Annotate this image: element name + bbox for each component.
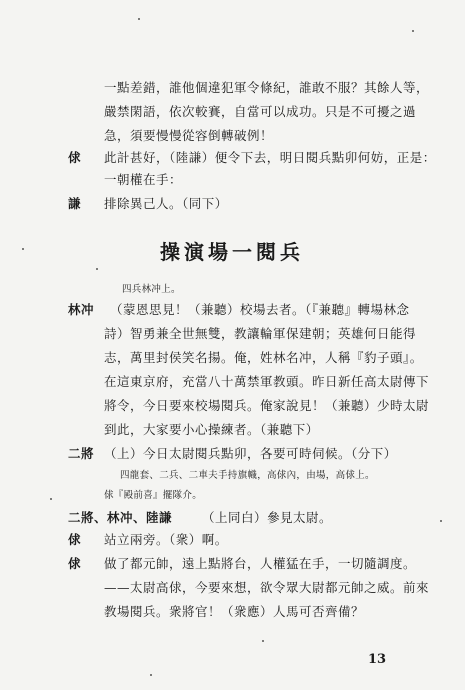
- body-text-line: 急，須要慢慢從容倒轉破例！: [104, 128, 274, 143]
- scan-speck: [440, 520, 442, 522]
- body-text-line: 嚴禁閑語，依次較賽，自當可以成功。只是不可擾之過: [104, 104, 417, 119]
- speaker-label: 俅: [68, 150, 82, 165]
- speaker-label: 謙: [68, 196, 82, 211]
- dialogue-line: （上同白）參見太尉。: [202, 510, 333, 525]
- stage-direction: 四龍套、二兵、二車夫手持旗幟，高俅內，由場，高俅上。: [120, 470, 375, 481]
- stage-direction: 俅『殿前喜』擺隊介。: [104, 490, 203, 501]
- section-title: 操演場一閱兵: [160, 240, 304, 264]
- scan-speck: [262, 640, 264, 642]
- scan-speck: [96, 268, 98, 270]
- speaker-label: 二將、林冲、陸謙: [68, 510, 173, 525]
- dialogue-line: 站立兩旁。（衆）啊。: [104, 532, 228, 547]
- dialogue-line: 一朝權在手：: [104, 172, 183, 187]
- page-number: 13: [368, 652, 387, 667]
- dialogue-line: 到此，大家要小心操練者。（兼聽下）: [104, 422, 319, 437]
- dialogue-line: 將令，今日要來校場閱兵。俺家說見！（兼聽）少時太尉: [104, 398, 430, 413]
- stage-direction: 四兵林冲上。: [122, 284, 181, 295]
- speaker-label: 二將: [68, 446, 95, 461]
- dialogue-line: 做了都元帥，遠上點將台，人權猛在手，一切隨調度。: [104, 556, 417, 571]
- scan-speck: [150, 674, 152, 676]
- scan-speck: [138, 18, 140, 20]
- body-text-line: 一點差錯，誰他個違犯軍令條紀，誰敢不服？其餘人等，: [104, 80, 430, 95]
- speaker-label: 俅: [68, 532, 82, 547]
- dialogue-line: 此計甚好，（陸謙）便令下去，明日閱兵點卯何妨，正是：: [104, 150, 436, 165]
- dialogue-line: （蒙恩思見！（兼聽）校場去者。（『兼聽』轉場林念: [110, 302, 410, 317]
- scan-speck: [50, 498, 52, 500]
- dialogue-line: 在這東京府，充當八十萬禁軍教頭。昨日新任高太尉傳下: [104, 374, 430, 389]
- dialogue-line: 詩）智勇兼全世無雙，教讓輪軍保建朝；英雄何日能得: [104, 326, 417, 341]
- dialogue-line: （上）今日太尉閱兵點卯，各要可時伺候。（分下）: [104, 446, 397, 461]
- scan-speck: [22, 248, 24, 250]
- dialogue-line: 排除異己人。（同下）: [104, 196, 228, 211]
- dialogue-line: ——太尉高俅，今要來想，欲令眾大尉都元帥之威。前來: [104, 580, 430, 595]
- dialogue-line: 志，萬里封侯笑名揚。俺，姓林名冲，人稱『豹子頭』。: [104, 350, 423, 365]
- dialogue-line: 教場閱兵。衆將官！（衆應）人馬可否齊備？: [104, 604, 365, 619]
- scan-speck: [412, 30, 414, 32]
- speaker-label: 俅: [68, 556, 82, 571]
- speaker-label: 林冲: [68, 302, 95, 317]
